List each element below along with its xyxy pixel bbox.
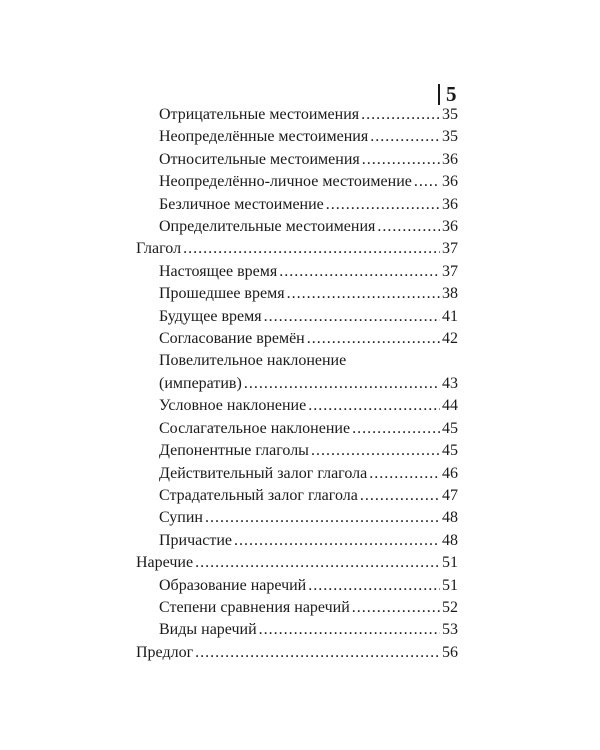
toc-entry-label: Действительный залог глагола bbox=[159, 464, 368, 482]
toc-leader-dots bbox=[377, 216, 440, 238]
toc-leader-dots bbox=[361, 104, 440, 126]
toc-entry bbox=[136, 530, 458, 552]
toc-entry-page: 48 bbox=[442, 531, 458, 549]
toc-entry-page: 36 bbox=[442, 218, 458, 236]
toc-entry-page: 44 bbox=[442, 397, 458, 415]
toc-entry-page: 53 bbox=[442, 621, 458, 639]
toc-entry-label: Образование наречий bbox=[159, 576, 307, 594]
toc-entry bbox=[136, 395, 458, 417]
toc-leader-dots bbox=[244, 373, 440, 395]
toc-leader-dots bbox=[264, 306, 440, 328]
toc-entry bbox=[136, 575, 458, 597]
toc-leader-dots bbox=[362, 149, 440, 171]
toc-entry bbox=[136, 216, 458, 238]
toc-entry bbox=[136, 597, 458, 619]
toc-entry bbox=[136, 194, 458, 216]
toc-section-page: 51 bbox=[442, 554, 458, 572]
toc-leader-dots bbox=[234, 530, 440, 552]
toc-entry bbox=[136, 104, 458, 126]
toc-entry-page: 47 bbox=[442, 486, 458, 504]
toc-entry bbox=[136, 619, 458, 641]
toc-entry-label: Супин bbox=[159, 509, 203, 527]
toc-entry-label: Прошедшее время bbox=[159, 285, 285, 303]
toc-entry bbox=[136, 126, 458, 148]
toc-entry-page: 51 bbox=[442, 576, 458, 594]
toc-leader-dots bbox=[287, 283, 440, 305]
toc-section-page: 56 bbox=[442, 643, 458, 661]
toc-entry-page: 41 bbox=[442, 307, 458, 325]
toc-section-label: Глагол bbox=[136, 240, 182, 258]
toc-leader-dots bbox=[183, 238, 440, 260]
toc-entry-label: Депонентные глаголы bbox=[159, 442, 309, 460]
toc-entry-label: Относительные местоимения bbox=[159, 150, 360, 168]
toc-entry bbox=[136, 149, 458, 171]
toc-entry bbox=[136, 171, 458, 193]
toc-entry-page: 38 bbox=[442, 285, 458, 303]
toc-entry-page: 36 bbox=[442, 195, 458, 213]
toc-leader-dots bbox=[308, 575, 440, 597]
toc-entry-label: Виды наречий bbox=[159, 621, 257, 639]
toc-entry-label: Повелительное наклонение bbox=[159, 352, 347, 370]
toc-entry-label: Сослагательное наклонение bbox=[159, 419, 351, 437]
toc-entry-page: 46 bbox=[442, 464, 458, 482]
toc-leader-dots bbox=[259, 619, 440, 641]
toc-entry bbox=[136, 306, 458, 328]
toc-leader-dots bbox=[279, 261, 440, 283]
page-number-divider bbox=[438, 84, 440, 105]
toc-entry-label: Настоящее время bbox=[159, 262, 278, 280]
toc-entry bbox=[136, 485, 458, 507]
toc-entry-label: Определительные местоимения bbox=[159, 218, 376, 236]
toc-entry-page: 43 bbox=[442, 374, 458, 392]
toc-section-page: 37 bbox=[442, 240, 458, 258]
toc-entry-label-continued: (императив) bbox=[159, 374, 242, 392]
toc-leader-dots bbox=[369, 463, 440, 485]
toc-entry-page: 48 bbox=[442, 509, 458, 527]
toc-section bbox=[136, 238, 458, 260]
toc-entry-label: Будущее время bbox=[159, 307, 262, 325]
toc-leader-dots bbox=[370, 126, 440, 148]
toc-entry-label: Страдательный залог глагола bbox=[159, 486, 358, 504]
toc-entry-label: Безличное местоимение bbox=[159, 195, 324, 213]
toc-entry-label: Отрицательные местоимения bbox=[159, 106, 360, 123]
toc-entry-page: 35 bbox=[442, 128, 458, 146]
toc-leader-dots bbox=[195, 642, 440, 664]
toc-leader-dots bbox=[205, 507, 440, 529]
toc-leader-dots bbox=[326, 194, 440, 216]
page-number-value: 5 bbox=[446, 82, 457, 106]
toc-entry bbox=[136, 507, 458, 529]
toc-entry-page: 45 bbox=[442, 419, 458, 437]
toc-entry-first-line bbox=[136, 350, 458, 372]
toc-entry-page: 35 bbox=[442, 106, 458, 123]
toc-entry-page: 42 bbox=[442, 330, 458, 348]
toc-entry-page: 36 bbox=[442, 150, 458, 168]
toc-leader-dots bbox=[414, 171, 440, 193]
toc-section bbox=[136, 642, 458, 664]
toc-entry bbox=[136, 283, 458, 305]
toc-section bbox=[136, 552, 458, 574]
toc-leader-dots bbox=[308, 395, 440, 417]
toc-leader-dots bbox=[307, 328, 440, 350]
toc-entry bbox=[136, 373, 458, 395]
toc-entry-label: Причастие bbox=[159, 531, 233, 549]
toc-entry-page: 37 bbox=[442, 262, 458, 280]
toc-leader-dots bbox=[360, 485, 440, 507]
toc-entry bbox=[136, 463, 458, 485]
toc-entry-page: 45 bbox=[442, 442, 458, 460]
toc-entry bbox=[136, 418, 458, 440]
toc-entry-label: Неопределённые местоимения bbox=[159, 128, 369, 146]
toc-leader-dots bbox=[352, 597, 440, 619]
toc-entry-page: 52 bbox=[442, 598, 458, 616]
toc-entry bbox=[136, 261, 458, 283]
table-of-contents bbox=[136, 104, 458, 664]
toc-entry bbox=[136, 440, 458, 462]
toc-leader-dots bbox=[311, 440, 440, 462]
toc-entry bbox=[136, 328, 458, 350]
toc-entry-page: 36 bbox=[442, 173, 458, 191]
toc-entry-label: Степени сравнения наречий bbox=[159, 598, 350, 616]
toc-section-label: Предлог bbox=[136, 643, 194, 661]
toc-section-label: Наречие bbox=[136, 554, 194, 572]
toc-leader-dots bbox=[352, 418, 440, 440]
toc-entry-label: Согласование времён bbox=[159, 330, 305, 348]
toc-leader-dots bbox=[195, 552, 440, 574]
toc-entry-label: Условное наклонение bbox=[159, 397, 307, 415]
toc-entry-label: Неопределённо-личное местоимение bbox=[159, 173, 412, 191]
